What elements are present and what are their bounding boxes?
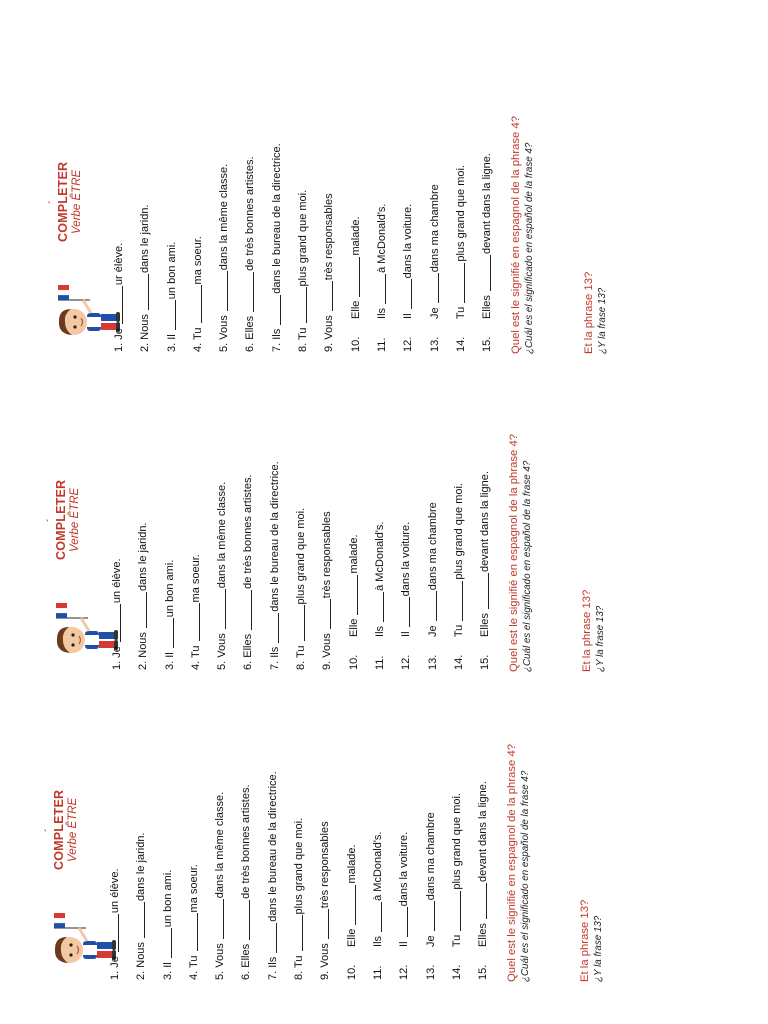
sentence-rest: plus grand que moi. [293,817,306,915]
sentence-rest: un bon ami. [165,241,178,300]
sentence-row [446,350,472,670]
sentence-row [288,350,314,670]
answer-blank[interactable] [395,907,408,937]
answer-blank[interactable] [189,285,202,323]
sentence-row [343,32,369,352]
sentence-rest: ma soeur. [191,236,204,285]
sentence-subject: Il [398,941,411,947]
answer-blank[interactable] [399,279,412,309]
sentence-row [418,660,444,980]
question-phrase-4-sub: ¿Cuál es el significado en español de la frase 4? [520,770,531,982]
sentence-row [211,32,237,352]
sentence-subject: Ils [373,625,386,637]
answer-blank[interactable] [159,928,172,958]
question-phrase-13-main: Et la phrase 13? [583,271,595,354]
sentence-subject: Elles [479,613,492,637]
sentence-rest: de très bonnes artistes. [244,156,257,271]
sentence-row [290,32,316,352]
answer-blank[interactable] [343,885,356,925]
sentence-number: 12. [400,654,413,670]
sentence-number: 12. [402,336,415,352]
sentence-row [183,350,209,670]
answer-blank[interactable] [292,605,305,641]
sentence-number: 15. [481,336,494,352]
worksheet-title: ´ COMPLETER [44,789,66,870]
sentence-rest: dans la même classe. [216,481,229,589]
question-phrase-4-sub: ¿Cuál es el significado en español de la frase 4? [524,142,535,354]
answer-blank[interactable] [452,263,465,303]
sentence-number: 6. [244,342,257,352]
question-phrase-13 [581,590,607,672]
sentence-rest: malade. [345,844,358,884]
worksheet-subtitle: Verbe ÊTRE [71,169,83,234]
sentence-row [470,660,496,980]
sentence-rest: à McDonald's. [373,521,386,591]
sentence-number: 13. [424,964,437,980]
sentence-rest: dans la même classe. [218,163,231,271]
answer-blank[interactable] [347,257,360,297]
answer-blank[interactable] [450,581,463,621]
sentence-number: 4. [187,970,200,980]
worksheet-subtitle: Verbe ÊTRE [67,797,79,862]
sentence-subject: Elles [481,295,494,319]
sentence-rest: un élève. [111,558,123,604]
sentence-row [286,660,312,980]
sentence-rest: ma soeur. [189,554,202,603]
sentence-number: 6. [240,970,253,980]
sentence-row [104,350,130,670]
sentence-number: 3. [165,342,178,352]
sentence-number: 11. [375,337,388,352]
sentence-subject: Il [163,652,176,658]
question-phrase-4-main: Quel est le signifié en espagnol de la phrase 4? [508,433,520,672]
sentence-rest: dans le jaridn. [135,832,148,901]
sentence-rest: dans la voiture. [400,521,413,597]
worksheet-title: ´ COMPLETER [46,479,68,560]
sentence-list [102,660,496,980]
answer-blank[interactable] [290,915,303,951]
sentence-rest: dans la voiture. [398,831,411,907]
sentence-rest: plus grand que moi. [295,507,308,605]
answer-blank[interactable] [163,300,176,330]
sentence-subject: Il [400,631,413,637]
sentence-row [132,32,158,352]
sentence-subject: Elle [345,928,358,947]
question-phrase-4-sub: ¿Cuál es el significado en español de la frase 4? [522,460,533,672]
sentence-subject: Je [426,625,439,637]
sentence-subject: Tu [189,645,202,658]
title-block [46,479,81,560]
sentence-rest: dans la voiture. [402,203,415,279]
sentence-number: 11. [373,655,386,670]
sentence-subject: Elle [349,300,362,319]
answer-blank[interactable] [264,923,277,953]
sentence-number: 7. [268,660,281,670]
question-phrase-4 [508,434,534,672]
answer-blank[interactable] [345,575,358,615]
sentence-subject: Nous [139,314,152,340]
sentence-number: 3. [161,970,174,980]
sentence-subject: Vous [319,943,332,968]
sentence-number: 4. [189,660,202,670]
sentence-number: 11. [371,965,384,980]
answer-blank[interactable] [215,271,228,311]
question-phrase-13-sub: ¿Y la frase 13? [595,605,606,672]
sentence-subject: Vous [216,633,229,658]
sentence-subject: Elle [347,618,360,637]
answer-blank[interactable] [422,901,435,931]
sentence-subject: Nous [135,942,148,968]
sentence-rest: très responsables [323,193,336,281]
sentence-subject: Elles [240,943,253,968]
sentence-subject: Il [165,334,178,340]
answer-blank[interactable] [187,603,200,641]
sentence-number: 8. [297,342,310,352]
worksheet-right [50,32,768,362]
sentence-row [444,660,470,980]
sentence-rest: ma soeur. [187,864,200,913]
sentence-row [395,32,421,352]
sentence-number: 9. [319,970,332,980]
sentence-row [102,660,128,980]
answer-blank[interactable] [448,891,461,931]
sentence-subject: Ils [266,956,279,968]
question-phrase-13 [583,272,609,354]
sentence-row [341,350,367,670]
sentence-row [367,350,393,670]
answer-blank[interactable] [266,613,279,643]
sentence-rest: dans ma chambre [424,812,437,901]
sentence-row [185,32,211,352]
sentence-subject: Tu [293,955,306,968]
question-phrase-4-main: Quel est le signifié en espagnol de la phrase 4? [506,743,518,982]
answer-blank[interactable] [213,589,226,629]
sentence-subject: Elles [242,633,255,658]
sentence-row [159,32,185,352]
answer-blank[interactable] [316,909,329,939]
sentence-rest: malade. [347,534,360,574]
sentence-rest: devant dans la ligne. [481,153,494,255]
answer-blank[interactable] [474,883,487,919]
sentence-rest: de très bonnes artistes. [242,474,255,589]
sentence-number: 5. [214,970,227,980]
sentence-subject: Tu [191,327,204,340]
sentence-rest: dans le bureau de la directrice. [270,143,283,294]
question-phrase-4 [506,744,532,982]
sentence-row [106,32,132,352]
sentence-subject: Je [428,307,441,319]
sentence-rest: dans ma chambre [428,184,441,273]
sentence-subject: Vous [214,943,227,968]
title-accent: ´ [44,828,55,832]
sentence-number: 4. [191,342,204,352]
sentence-list [104,350,498,670]
sentence-subject: Tu [187,955,200,968]
worksheet-title: ´ COMPLETER [48,161,70,242]
sentence-row [235,350,261,670]
answer-blank[interactable] [373,274,386,304]
sentence-subject: Il [402,313,415,319]
sentence-subject: Ils [268,646,281,658]
sentence-subject: Elles [244,315,257,340]
answer-blank[interactable] [320,281,333,311]
sentence-list [106,32,500,352]
sentence-number: 9. [323,342,336,352]
sentence-row [209,350,235,670]
answer-blank[interactable] [211,899,224,939]
question-phrase-13-sub: ¿Y la frase 13? [597,287,608,354]
sentence-rest: très responsables [319,821,332,909]
answer-blank[interactable] [424,591,437,621]
sentence-number: 2. [137,660,150,670]
sentence-row [472,350,498,670]
sentence-row [260,660,286,980]
worksheet-subtitle: Verbe ÊTRE [69,487,81,552]
sentence-row [233,660,259,980]
sentence-subject: Elles [477,923,490,947]
sentence-subject: Il [161,962,174,968]
sentence-row [420,350,446,670]
answer-blank[interactable] [136,274,149,310]
sentence-rest: un bon ami. [163,559,176,618]
sentence-row [448,32,474,352]
sentence-subject: Je [111,646,123,658]
question-phrase-13-sub: ¿Y la frase 13? [593,915,604,982]
answer-blank[interactable] [110,286,123,324]
sentence-rest: dans ma chambre [426,502,439,591]
sentence-subject: Vous [218,315,231,340]
sentence-row [314,350,340,670]
sentence-rest: dans le jaridn. [137,522,150,591]
sentence-subject: Tu [454,306,467,320]
sentence-number: 10. [347,654,360,670]
answer-blank[interactable] [318,599,331,629]
question-phrase-4-main: Quel est le signifié en espagnol de la phrase 4? [510,115,522,354]
sentence-number: 2. [139,342,152,352]
answer-blank[interactable] [476,573,489,609]
question-phrase-13-main: Et la phrase 13? [581,589,593,672]
answer-blank[interactable] [268,295,281,325]
sentence-rest: à McDonald's. [375,203,388,273]
sentence-number: 7. [266,970,279,980]
question-phrase-13 [579,900,605,982]
answer-blank[interactable] [134,592,147,628]
sentence-number: 6. [242,660,255,670]
sentence-number: 14. [452,654,465,670]
sentence-subject: Tu [297,327,310,340]
sentence-row [130,350,156,670]
sentence-number: 8. [293,970,306,980]
sentence-rest: plus grand que moi. [452,483,465,580]
question-phrase-4 [510,116,536,354]
answer-blank[interactable] [106,914,119,952]
sentence-number: 7. [270,342,283,352]
sentence-number: 13. [426,654,439,670]
sentence-subject: Tu [452,624,465,638]
sentence-rest: devant dans la ligne. [479,471,492,573]
answer-blank[interactable] [294,287,307,323]
sentence-number: 8. [295,660,308,670]
sentence-row [237,32,263,352]
answer-blank[interactable] [478,255,491,291]
sentence-row [155,660,181,980]
sentence-row [393,350,419,670]
answer-blank[interactable] [185,913,198,951]
sentence-rest: à McDonald's. [371,831,384,901]
sentence-subject: Tu [295,645,308,658]
sentence-subject: Tu [450,934,463,948]
sentence-row [181,660,207,980]
answer-blank[interactable] [241,272,254,312]
sentence-number: 5. [218,342,231,352]
sentence-rest: plus grand que moi. [297,189,310,287]
sentence-row [339,660,365,980]
answer-blank[interactable] [426,273,439,303]
sentence-subject: Je [424,935,437,947]
title-block [48,161,83,242]
sentence-number: 9. [321,660,334,670]
sentence-number: 5. [216,660,229,670]
sentence-subject: Je [113,328,125,340]
sentence-row [474,32,500,352]
sentence-rest: dans le bureau de la directrice. [268,461,281,612]
sentence-rest: de très bonnes artistes. [240,784,253,899]
sentence-number: 3. [163,660,176,670]
worksheet-left [46,660,768,990]
sentence-subject: Vous [323,315,336,340]
sentence-row [312,660,338,980]
sentence-number: 12. [398,964,411,980]
answer-blank[interactable] [132,902,145,938]
sentence-row [262,350,288,670]
sentence-number: 1. [109,970,121,980]
sentence-rest: dans le jaridn. [139,204,152,273]
sentence-number: 2. [135,970,148,980]
sentence-number: 15. [479,654,492,670]
sentence-number: 14. [450,964,463,980]
sentence-row [369,32,395,352]
sentence-rest: malade. [349,216,362,256]
sentence-row [128,660,154,980]
title-accent: ´ [48,200,59,204]
sentence-row [365,660,391,980]
sentence-row [207,660,233,980]
sentence-subject: Nous [137,632,150,658]
sentence-number: 1. [113,342,125,352]
sentence-rest: un bon ami. [161,869,174,928]
sentence-number: 14. [454,336,467,352]
answer-blank[interactable] [369,902,382,932]
sentence-row [264,32,290,352]
sentence-subject: Ils [375,307,388,319]
sentence-rest: dans la même classe. [214,791,227,899]
worksheet-middle [48,350,768,680]
sentence-rest: plus grand que moi. [450,793,463,890]
title-accent: ´ [46,518,57,522]
sentence-row [157,350,183,670]
sentence-rest: devant dans la ligne. [477,781,490,883]
sentence-subject: Ils [270,328,283,340]
answer-blank[interactable] [237,900,250,940]
answer-blank[interactable] [161,618,174,648]
answer-blank[interactable] [397,597,410,627]
title-block [44,789,79,870]
sentence-row [316,32,342,352]
sentence-number: 15. [477,964,490,980]
sentence-rest: plus grand que moi. [454,165,467,262]
answer-blank[interactable] [108,604,121,642]
sentence-subject: Vous [321,633,334,658]
sentence-number: 10. [345,964,358,980]
sentence-rest: un élève. [109,868,121,914]
question-phrase-13-main: Et la phrase 13? [579,899,591,982]
sentence-subject: Ils [371,935,384,947]
sentence-number: 10. [349,336,362,352]
sentence-rest: ur élève. [113,242,125,286]
sentence-number: 13. [428,336,441,352]
sentence-number: 1. [111,660,123,670]
sentence-rest: dans le bureau de la directrice. [266,771,279,922]
sentence-subject: Je [109,956,121,968]
answer-blank[interactable] [239,590,252,630]
sentence-row [422,32,448,352]
sentence-rest: très responsables [321,511,334,599]
answer-blank[interactable] [371,592,384,622]
sentence-row [391,660,417,980]
